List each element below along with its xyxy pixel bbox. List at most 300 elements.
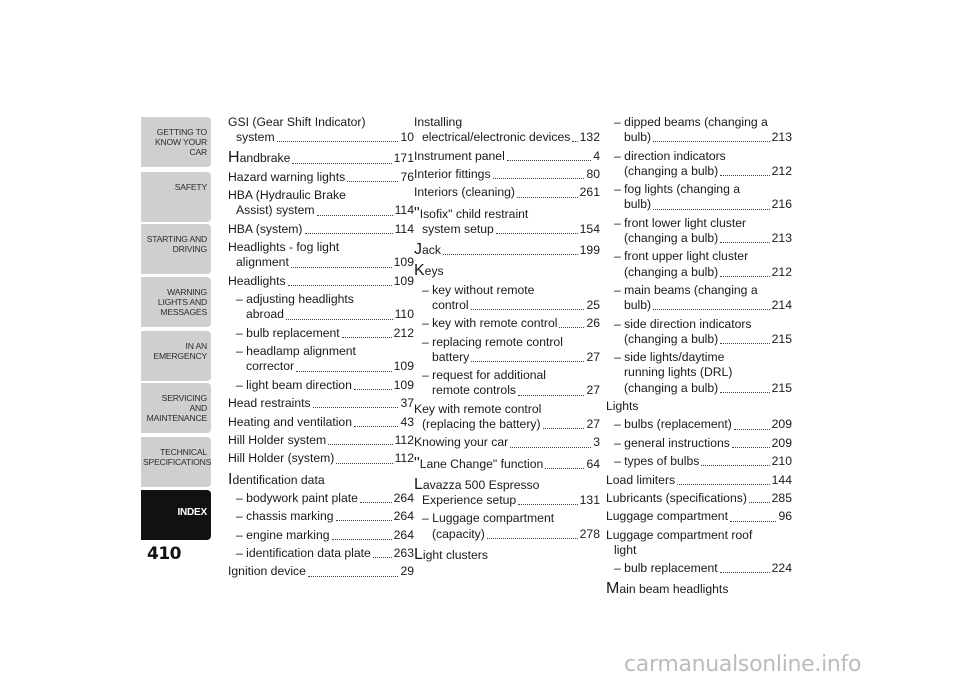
entry-label	[614, 317, 752, 332]
entry-label	[624, 164, 718, 179]
entry-label	[432, 350, 469, 365]
entry-label	[228, 222, 303, 237]
entry-page-number[interactable]: 171	[393, 151, 414, 166]
index-entry	[414, 185, 600, 200]
entry-text: system	[236, 130, 275, 145]
index-entry	[414, 263, 600, 279]
index-column-1	[228, 115, 414, 583]
entry-text: (changing a bulb)	[624, 331, 719, 346]
index-entry	[606, 115, 792, 145]
index-entry	[606, 581, 792, 597]
entry-label	[414, 456, 543, 472]
index-entry	[228, 344, 414, 374]
entry-text: GSI (Gear Shift Indicator)	[228, 115, 366, 129]
entry-text: – key with remote control	[422, 316, 558, 331]
entry-text: bulb)	[624, 130, 652, 145]
entry-text: Isofix" child restraint	[419, 206, 529, 221]
dot-leader	[518, 500, 577, 505]
entry-label	[422, 511, 554, 526]
index-entry	[228, 472, 414, 488]
dot-leader	[701, 461, 769, 466]
entry-lead-letter: H	[228, 149, 240, 167]
entry-label	[624, 332, 718, 347]
entry-page-number[interactable]: 10	[400, 130, 414, 145]
index-entry	[606, 182, 792, 212]
dot-leader	[749, 498, 770, 503]
index-entry	[228, 564, 414, 579]
entry-label	[614, 561, 718, 576]
entry-label	[414, 115, 462, 130]
entry-label	[414, 263, 444, 279]
entry-page-number[interactable]: 131	[579, 492, 600, 507]
entry-text: HBA (Hydraulic Brake	[228, 188, 346, 203]
entry-page-number[interactable]: 213	[771, 130, 792, 145]
entry-text: – general instructions	[614, 435, 730, 450]
entry-label	[414, 242, 441, 258]
index-entry	[414, 283, 600, 313]
entry-page-number[interactable]: 212	[393, 325, 414, 340]
entry-page-number[interactable]: 261	[579, 185, 600, 200]
entry-label	[236, 292, 354, 307]
entry-page-number[interactable]: 76	[400, 169, 414, 184]
entry-label	[624, 365, 732, 380]
tab-technical-specifications[interactable]: TECHNICAL SPECIFICATIONS	[141, 437, 211, 487]
index-column-2	[414, 115, 600, 566]
entry-label	[236, 546, 371, 561]
entry-label	[422, 316, 557, 331]
entry-label	[422, 335, 563, 350]
entry-page-number[interactable]: 43	[400, 414, 414, 429]
dot-leader	[487, 534, 578, 539]
entry-text: Experience setup	[422, 492, 517, 507]
entry-label	[228, 240, 339, 255]
dot-leader	[543, 424, 585, 429]
entry-label	[614, 283, 758, 298]
dot-leader	[471, 305, 585, 310]
entry-label	[236, 491, 358, 506]
entry-label	[236, 509, 334, 524]
index-entry	[606, 283, 792, 313]
index-entry	[414, 368, 600, 398]
entry-text: – engine marking	[236, 527, 330, 542]
index-entry	[228, 433, 414, 448]
entry-label	[228, 415, 352, 430]
entry-label	[236, 378, 352, 393]
entry-text: ain beam headlights	[619, 582, 729, 597]
entry-page-number[interactable]: 26	[586, 316, 600, 331]
entry-label	[614, 216, 746, 231]
entry-text: control	[432, 297, 469, 312]
entry-lead-letter: L	[414, 475, 423, 493]
dot-leader	[559, 323, 584, 328]
index-entry	[228, 396, 414, 411]
entry-label	[432, 527, 485, 542]
entry-page-number[interactable]: 224	[771, 561, 792, 576]
tab-servicing-and-maintenance[interactable]: SERVICING AND MAINTENANCE	[141, 383, 211, 433]
entry-label	[422, 130, 570, 145]
dot-leader	[317, 211, 393, 216]
dot-leader	[292, 159, 391, 164]
entry-text: – side direction indicators	[614, 316, 752, 331]
tab-warning-lights-and-messages[interactable]: WARNING LIGHTS AND MESSAGES	[141, 277, 211, 327]
entry-page-number[interactable]: 80	[586, 166, 600, 181]
entry-text: andbrake	[239, 151, 291, 166]
entry-text: (changing a bulb)	[624, 380, 719, 395]
dot-leader	[493, 174, 585, 179]
entry-page-number[interactable]: 64	[586, 456, 600, 471]
entry-label	[236, 344, 356, 359]
entry-text: Hazard warning lights	[228, 169, 346, 184]
dot-leader	[332, 535, 392, 540]
entry-text: Luggage compartment	[606, 509, 728, 524]
entry-text: – Luggage compartment	[422, 511, 555, 526]
index-entry	[606, 561, 792, 576]
entry-text: – identification data plate	[236, 546, 371, 561]
entry-page-number[interactable]: 37	[400, 396, 414, 411]
entry-text: abroad	[246, 307, 284, 322]
index-entry	[606, 454, 792, 469]
entry-text: remote controls	[432, 383, 516, 398]
index-entry	[228, 378, 414, 393]
entry-label	[614, 149, 726, 164]
entry-page-number[interactable]: 109	[393, 359, 414, 374]
index-entry	[414, 477, 600, 508]
tab-starting-and-driving[interactable]: STARTING AND DRIVING	[141, 224, 211, 274]
entry-label	[236, 326, 340, 341]
entry-text: – front upper light cluster	[614, 249, 749, 264]
index-entry	[606, 317, 792, 347]
entry-lead-letter: K	[414, 262, 425, 280]
page-number: 410	[147, 544, 181, 564]
entry-page-number[interactable]: 199	[579, 242, 600, 257]
dot-leader	[373, 553, 392, 558]
entry-page-number[interactable]: 25	[586, 297, 600, 312]
entry-label	[236, 255, 289, 270]
index-entry	[414, 435, 600, 450]
index-entry	[414, 316, 600, 331]
index-entry	[228, 222, 414, 237]
entry-text: avazza 500 Espresso	[422, 477, 540, 492]
index-entry	[228, 451, 414, 466]
dot-leader	[360, 498, 392, 503]
entry-text: – bulb replacement	[236, 325, 340, 340]
dot-leader	[734, 425, 770, 430]
entry-page-number[interactable]: 110	[394, 307, 414, 322]
entry-lead-letter: "	[414, 204, 420, 222]
dot-leader	[572, 137, 577, 142]
entry-label	[624, 231, 718, 246]
entry-lead-letter: M	[606, 580, 620, 598]
entry-label	[624, 197, 651, 212]
index-entry	[228, 509, 414, 524]
entry-text: – headlamp alignment	[236, 344, 356, 359]
dot-leader	[313, 403, 399, 408]
index-entry	[606, 350, 792, 396]
index-entry	[414, 511, 600, 541]
entry-label	[614, 454, 699, 469]
entry-page-number[interactable]: 96	[778, 509, 792, 524]
tab-getting-to-know-your-car[interactable]: GETTING TO KNOW YOUR CAR	[141, 117, 211, 167]
entry-text: Instrument panel	[414, 148, 505, 163]
dot-leader	[720, 272, 769, 277]
index-entry	[414, 167, 600, 182]
entry-label	[236, 203, 315, 218]
entry-text: eys	[424, 264, 444, 279]
entry-text: – chassis marking	[236, 509, 334, 524]
entry-lead-letter: "	[414, 454, 420, 472]
entry-label	[614, 417, 732, 432]
entry-page-number[interactable]: 154	[579, 221, 600, 236]
dot-leader	[653, 137, 770, 142]
index-entry	[606, 149, 792, 179]
entry-text: alignment	[236, 255, 289, 270]
dot-leader	[545, 464, 584, 469]
entry-text: (changing a bulb)	[624, 230, 719, 245]
index-entry	[606, 417, 792, 432]
dot-leader	[720, 238, 769, 243]
index-entry	[414, 335, 600, 365]
dot-leader	[286, 315, 393, 320]
entry-label	[606, 581, 728, 597]
entry-page-number[interactable]: 132	[579, 130, 600, 145]
entry-label	[422, 417, 541, 432]
entry-text: light	[614, 542, 637, 557]
dot-leader	[732, 443, 770, 448]
entry-label	[614, 249, 748, 264]
entry-page-number[interactable]: 114	[394, 221, 414, 236]
dot-leader	[507, 156, 591, 161]
entry-page-number[interactable]: 264	[393, 509, 414, 524]
entry-label	[414, 167, 491, 182]
entry-label	[422, 493, 516, 508]
dot-leader	[720, 171, 769, 176]
entry-lead-letter: L	[414, 545, 423, 563]
entry-label	[624, 265, 718, 280]
entry-text: – side lights/daytime	[614, 350, 725, 365]
entry-lead-letter: I	[228, 470, 233, 488]
entry-label	[228, 170, 345, 185]
dot-leader	[296, 367, 392, 372]
entry-page-number[interactable]: 216	[771, 197, 792, 212]
entry-label	[432, 298, 469, 313]
entry-label	[614, 115, 768, 130]
entry-page-number[interactable]: 209	[771, 435, 792, 450]
entry-label	[614, 350, 724, 365]
entry-lead-letter: J	[414, 240, 422, 258]
entry-label	[422, 283, 534, 298]
entry-page-number[interactable]: 4	[593, 148, 600, 163]
entry-label	[624, 298, 651, 313]
dot-leader	[510, 443, 591, 448]
dot-leader	[653, 305, 770, 310]
dot-leader	[720, 388, 769, 393]
entry-page-number[interactable]: 114	[394, 203, 414, 218]
entry-page-number[interactable]: 112	[394, 451, 414, 466]
entry-label	[228, 472, 325, 488]
dot-leader	[471, 357, 584, 362]
entry-label	[606, 509, 728, 524]
entry-text: – fog lights (changing a	[614, 182, 741, 197]
tab-safety[interactable]: SAFETY	[141, 172, 211, 222]
entry-text: Hill Holder system	[228, 432, 327, 447]
dot-leader	[443, 250, 578, 255]
entry-page-number[interactable]: 27	[586, 383, 600, 398]
entry-label	[228, 150, 290, 166]
entry-page-number[interactable]: 27	[586, 349, 600, 364]
entry-page-number[interactable]: 213	[771, 230, 792, 245]
dot-leader	[277, 137, 399, 142]
entry-page-number[interactable]: 109	[393, 255, 414, 270]
entry-text: (capacity)	[432, 526, 485, 541]
entry-label	[228, 451, 334, 466]
entry-label	[228, 115, 366, 130]
entry-text: – direction indicators	[614, 148, 726, 163]
index-entry	[414, 242, 600, 258]
tab-index[interactable]: INDEX	[141, 490, 211, 540]
entry-page-number[interactable]: 210	[771, 454, 792, 469]
entry-page-number[interactable]: 109	[393, 377, 414, 392]
index-entry	[228, 240, 414, 270]
entry-label	[606, 528, 752, 543]
entry-text: electrical/electronic devices	[422, 130, 571, 145]
index-entry	[414, 456, 600, 472]
entry-page-number[interactable]: 112	[394, 432, 414, 447]
entry-page-number[interactable]: 212	[771, 163, 792, 178]
entry-page-number[interactable]: 215	[771, 380, 792, 395]
index-entry	[414, 402, 600, 432]
dot-leader	[354, 385, 392, 390]
entry-text: system setup	[422, 221, 494, 236]
entry-text: – replacing remote control	[422, 334, 563, 349]
entry-text: – bulbs (replacement)	[614, 417, 732, 432]
index-entry	[606, 491, 792, 506]
dot-leader	[730, 517, 776, 522]
entry-text: (changing a bulb)	[624, 264, 719, 279]
entry-label	[228, 433, 326, 448]
index-entry	[228, 292, 414, 322]
entry-label	[228, 396, 311, 411]
entry-page-number[interactable]: 209	[771, 417, 792, 432]
entry-label	[614, 543, 636, 558]
entry-text: Lane Change" function	[419, 456, 544, 471]
entry-text: Interior fittings	[414, 166, 491, 181]
dot-leader	[354, 422, 398, 427]
entry-label	[624, 130, 651, 145]
entry-text: – dipped beams (changing a	[614, 115, 768, 129]
entry-label	[228, 274, 286, 289]
entry-text: Interiors (cleaning)	[414, 185, 515, 200]
entry-page-number[interactable]: 263	[393, 546, 414, 561]
entry-label	[228, 564, 306, 579]
dot-leader	[305, 229, 393, 234]
dot-leader	[336, 459, 392, 464]
entry-text: – request for additional	[422, 368, 546, 383]
entry-text: Installing	[414, 115, 463, 129]
entry-text: Lubricants (specifications)	[606, 490, 747, 505]
entry-text: Lights	[606, 398, 639, 413]
entry-label	[432, 383, 516, 398]
entry-page-number[interactable]: 264	[393, 527, 414, 542]
dot-leader	[342, 333, 392, 338]
entry-page-number[interactable]: 3	[593, 435, 600, 450]
entry-text: (changing a bulb)	[624, 163, 719, 178]
tab-in-an-emergency[interactable]: IN AN EMERGENCY	[141, 331, 211, 381]
entry-label	[414, 149, 505, 164]
entry-page-number[interactable]: 27	[586, 416, 600, 431]
entry-label	[236, 528, 330, 543]
entry-text: – key without remote	[422, 282, 535, 297]
entry-label	[414, 477, 539, 493]
dot-leader	[517, 193, 578, 198]
entry-label	[624, 381, 718, 396]
index-entry	[228, 491, 414, 506]
entry-label	[606, 473, 675, 488]
index-entry	[414, 547, 600, 563]
entry-label	[414, 435, 508, 450]
entry-label	[606, 399, 639, 414]
index-entry	[228, 170, 414, 185]
entry-label	[414, 185, 515, 200]
entry-text: Luggage compartment roof	[606, 527, 753, 542]
index-entry	[414, 115, 600, 145]
entry-page-number[interactable]: 214	[771, 298, 792, 313]
entry-text: Knowing your car	[414, 435, 509, 450]
index-entry	[228, 188, 414, 218]
index-entry	[606, 249, 792, 279]
entry-page-number[interactable]: 285	[771, 490, 792, 505]
entry-page-number[interactable]: 144	[771, 472, 792, 487]
entry-text: – bulb replacement	[614, 561, 718, 576]
dot-leader	[291, 263, 392, 268]
entry-page-number[interactable]: 29	[400, 564, 414, 579]
entry-text: (replacing the battery)	[422, 416, 541, 431]
entry-text: Hill Holder (system)	[228, 451, 335, 466]
entry-text: – main beams (changing a	[614, 282, 758, 297]
dot-leader	[720, 339, 769, 344]
entry-text: Headlights - fog light	[228, 240, 340, 255]
dot-leader	[328, 440, 392, 445]
index-column-3	[606, 115, 792, 601]
index-entry	[606, 473, 792, 488]
index-entry	[606, 436, 792, 451]
index-entry	[606, 509, 792, 524]
entry-text: – light beam direction	[236, 377, 352, 392]
entry-text: Assist) system	[236, 203, 315, 218]
entry-text: Headlights	[228, 273, 286, 288]
entry-page-number[interactable]: 212	[771, 264, 792, 279]
entry-label	[246, 359, 294, 374]
entry-page-number[interactable]: 109	[393, 273, 414, 288]
entry-page-number[interactable]: 215	[771, 331, 792, 346]
watermark: carmanualsonline.info	[624, 652, 862, 677]
entry-text: running lights (DRL)	[624, 365, 733, 380]
entry-page-number[interactable]: 264	[393, 490, 414, 505]
entry-page-number[interactable]: 278	[579, 526, 600, 541]
entry-label	[422, 222, 494, 237]
entry-label	[228, 188, 346, 203]
entry-text: Head restraints	[228, 396, 311, 411]
dot-leader	[288, 281, 392, 286]
entry-text: Load limiters	[606, 472, 676, 487]
index-entry	[414, 206, 600, 237]
index-entry	[606, 216, 792, 246]
index-entry	[606, 399, 792, 414]
entry-text: battery	[432, 349, 470, 364]
entry-label	[614, 182, 740, 197]
index-entry	[228, 115, 414, 145]
entry-text: Key with remote control	[414, 401, 542, 416]
dot-leader	[496, 229, 578, 234]
